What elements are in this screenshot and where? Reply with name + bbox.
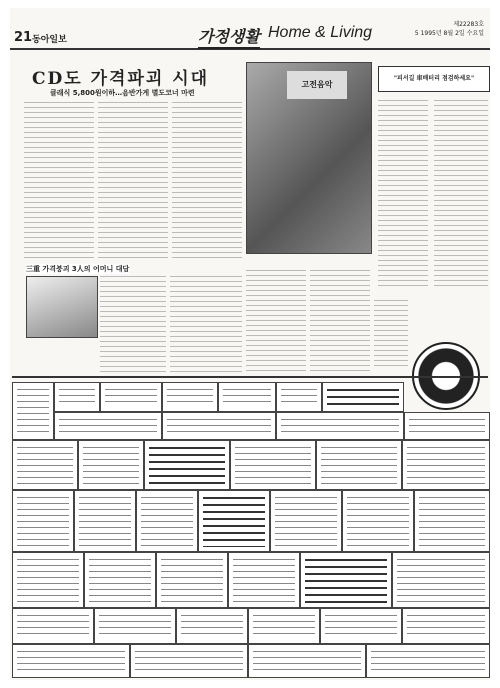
page-number: 21 (14, 30, 33, 45)
classified-ad (228, 552, 300, 608)
classified-ad (316, 440, 402, 490)
masthead (10, 8, 490, 50)
article-photo (246, 62, 372, 254)
classified-ad (320, 608, 402, 644)
classified-ad (402, 608, 490, 644)
classified-ad (12, 490, 74, 552)
classified-ad (270, 490, 342, 552)
classified-ad (12, 608, 94, 644)
classified-ad (366, 644, 490, 678)
classified-ad (322, 382, 404, 412)
article-text-column (172, 102, 242, 262)
newspaper-page (10, 8, 490, 680)
classified-ad (144, 440, 230, 490)
column-text (434, 100, 488, 290)
article-subhead: 클래식 5,800원이하…음반가게 별도코너 마련 (50, 89, 195, 97)
classified-ad (248, 608, 320, 644)
classified-ad (100, 382, 162, 412)
classified-ad (162, 412, 276, 440)
paper-name: 동아일보 (32, 35, 67, 45)
section-title-english: Home & Living (268, 24, 373, 41)
classified-ad (218, 382, 276, 412)
classified-ad (12, 644, 130, 678)
short-article-text (374, 300, 408, 370)
classified-ad (230, 440, 316, 490)
classified-ad (276, 412, 404, 440)
classified-ad (276, 382, 322, 412)
classified-ad (12, 382, 54, 440)
classified-ad (54, 412, 162, 440)
classified-ad (136, 490, 198, 552)
classified-ad (342, 490, 414, 552)
classified-ad (176, 608, 248, 644)
classified-ad (12, 552, 84, 608)
classified-ad (162, 382, 218, 412)
side-article-photo (26, 276, 98, 338)
quote-box: "피서길 車배터리 점검하세요" (378, 66, 490, 92)
classified-ad (94, 608, 176, 644)
classified-ad (248, 644, 366, 678)
side-article-title: 三重 가격붕괴 3人의 어머니 대담 (26, 265, 130, 273)
classified-ad (54, 382, 100, 412)
column-text (378, 100, 428, 290)
classified-ad (84, 552, 156, 608)
side-article-text (170, 276, 242, 372)
classified-ad (130, 644, 248, 678)
issue-info (415, 20, 484, 38)
classified-ad (198, 490, 270, 552)
article-headline: CD도 가격파괴 시대 (32, 69, 210, 89)
classified-ad (78, 440, 144, 490)
photo-sign-text: 고전음악 (287, 71, 347, 99)
classified-ad (156, 552, 228, 608)
article-text-column (98, 102, 168, 262)
classified-ad (414, 490, 490, 552)
issue-date: 5 1995년 8월 2일 수요일 (414, 30, 484, 37)
classified-ad (300, 552, 392, 608)
short-article-text (310, 270, 370, 372)
classified-ad (12, 440, 78, 490)
classified-ad (74, 490, 136, 552)
issue-number: 제22283호 (453, 21, 484, 28)
classified-ads-section (12, 376, 488, 678)
article-text-column (24, 102, 94, 262)
classified-ad (392, 552, 490, 608)
short-article-text (246, 270, 306, 372)
classified-ad (402, 440, 490, 490)
classified-ad (404, 412, 490, 440)
side-article-text (100, 276, 166, 372)
section-title-korean: 가정생활 (198, 24, 260, 49)
